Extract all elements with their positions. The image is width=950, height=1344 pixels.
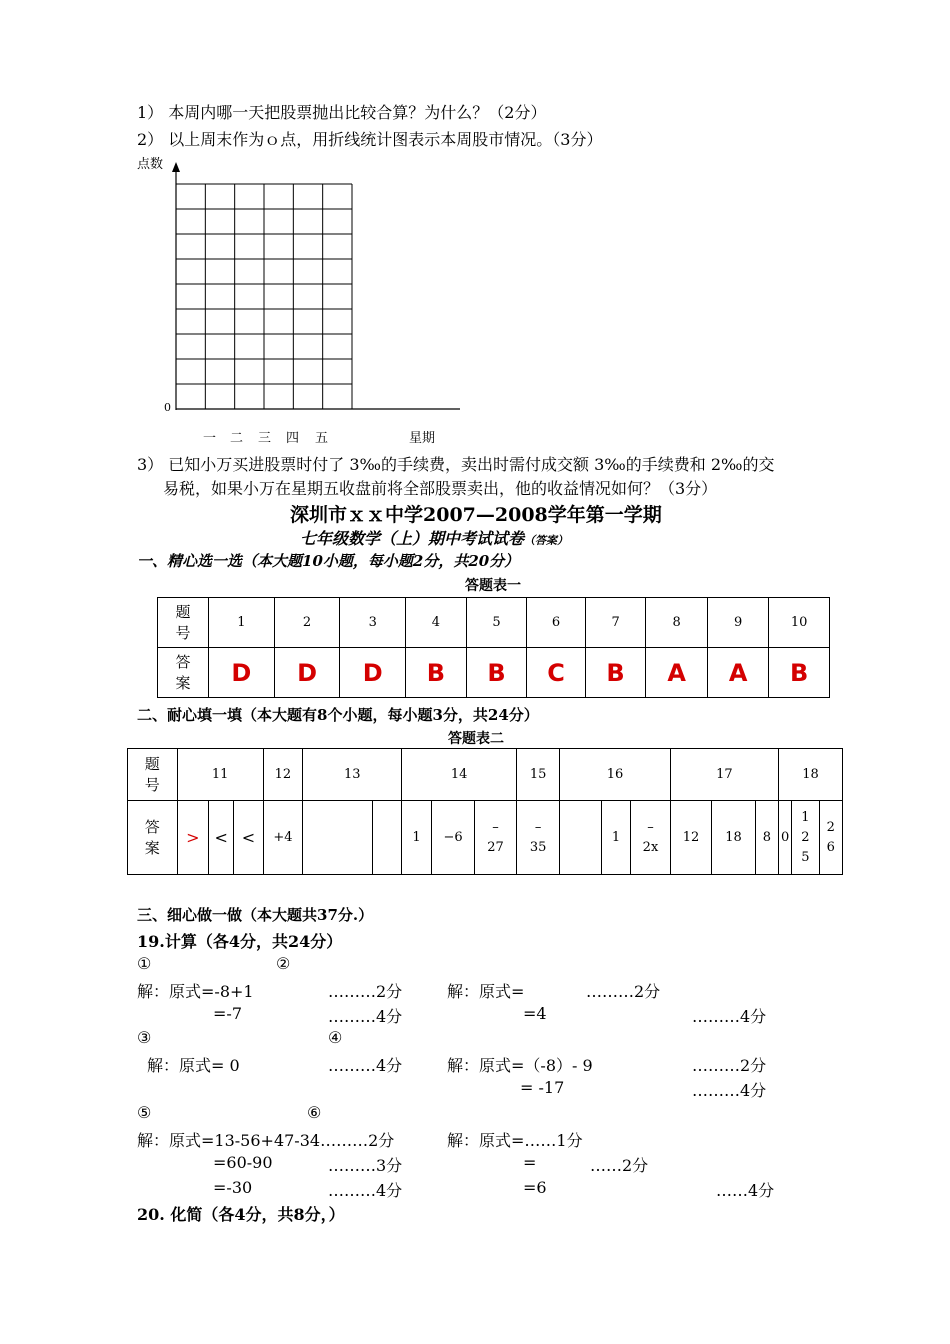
question-number: 18: [779, 749, 843, 801]
answer-cell: +4: [263, 801, 302, 875]
question-number: 17: [670, 749, 778, 801]
solution-line: 解：原式=（-8）- 9: [447, 1056, 593, 1075]
solution-line: 解：原式=……1分: [447, 1131, 583, 1150]
table-row: [158, 598, 830, 648]
section2-heading: 二、耐心填一填（本大题有8个小题，每小题3分，共24分）: [137, 706, 539, 724]
answer-table-2: [127, 748, 843, 875]
answer-cell: 1: [601, 801, 630, 875]
answer-cell: −6: [431, 801, 475, 875]
section3-heading: 三、细心做一做（本大题共37分.）: [137, 906, 374, 924]
answer-cell: B: [585, 648, 646, 698]
table-row: [128, 749, 843, 801]
question-1: 1） 本周内哪一天把股票抛出比较合算？为什么？（2分）: [137, 103, 547, 122]
y-axis-arrow-icon: [172, 162, 180, 172]
question-number: 15: [516, 749, 560, 801]
circle-number: ④: [328, 1028, 343, 1047]
circle-number: ⑤: [137, 1103, 152, 1122]
question-number: 16: [560, 749, 670, 801]
question-number: 11: [177, 749, 263, 801]
solution-line: =-30: [213, 1178, 253, 1197]
label-text: 答案: [175, 652, 191, 692]
answer-cell: B: [769, 648, 830, 698]
answer-cell: A: [646, 648, 707, 698]
answer-cell: 2 6: [819, 801, 842, 875]
question-number: 1: [209, 598, 275, 648]
chart-origin: 0: [164, 401, 171, 414]
question-3-line2: 易税，如果小万在星期五收盘前将全部股票卖出，他的收益情况如何？（3分）: [163, 479, 718, 498]
question-number: 9: [707, 598, 768, 648]
question-number: 4: [406, 598, 467, 648]
score-mark: ………2分: [586, 982, 661, 1001]
day-label: 二: [230, 431, 244, 446]
solution-line: 解：原式=: [447, 982, 525, 1001]
answer-cell: 0: [779, 801, 792, 875]
row-label: [128, 749, 178, 801]
label-text: 题号: [144, 754, 160, 794]
q19-heading: 19.计算（各4分，共24分）: [137, 932, 343, 951]
score-mark: ………4分: [328, 1181, 403, 1200]
table-row: [128, 801, 843, 875]
circle-number: ①: [137, 954, 152, 973]
answer-cell: >: [177, 801, 208, 875]
day-label: 一: [203, 431, 217, 446]
table-row: [158, 648, 830, 698]
circle-number: ③: [137, 1028, 152, 1047]
question-number: 7: [585, 598, 646, 648]
solution-line: =-7: [213, 1004, 242, 1023]
label-text: 答案: [144, 817, 160, 857]
day-label: 三: [258, 431, 272, 446]
subtitle-text: 七年级数学（上）期中考试试卷: [300, 529, 525, 548]
answer-cell-empty: [303, 801, 373, 875]
answer-cell: 8: [755, 801, 778, 875]
answer-cell: D: [209, 648, 275, 698]
question-number: 8: [646, 598, 707, 648]
answer-cell: 1: [402, 801, 431, 875]
answer-cell-empty: [373, 801, 402, 875]
solution-line: = -17: [520, 1078, 565, 1097]
answer-cell: – 2x: [631, 801, 670, 875]
answer-cell: B: [406, 648, 467, 698]
section1-heading: 一、精心选一选（本大题10小题，每小题2分，共20分）: [137, 552, 520, 570]
day-label: 四: [286, 431, 300, 446]
score-mark: ………4分: [328, 1056, 403, 1075]
question-2: 2） 以上周末作为ｏ点，用折线统计图表示本周股市情况。（3分）: [137, 130, 603, 149]
score-mark: ……4分: [716, 1181, 775, 1200]
answer-cell: 18: [712, 801, 756, 875]
solution-line: =6: [523, 1178, 547, 1197]
question-number: 5: [466, 598, 527, 648]
section2-table-caption: 答题表二: [448, 731, 504, 747]
row-label: [158, 648, 209, 698]
score-mark: ……2分: [590, 1156, 649, 1175]
solution-line: 解：原式= 0: [147, 1056, 240, 1075]
solution-line: 解：原式=-8+1: [137, 982, 254, 1001]
circle-number: ⑥: [307, 1103, 322, 1122]
score-mark: ………4分: [328, 1007, 403, 1026]
exam-title: 深圳市ｘｘ中学2007—2008学年第一学期: [290, 504, 662, 526]
question-number: 10: [769, 598, 830, 648]
score-mark: ………4分: [692, 1007, 767, 1026]
answer-cell: – 27: [475, 801, 517, 875]
question-number: 6: [527, 598, 585, 648]
score-mark: ………4分: [692, 1081, 767, 1100]
answer-cell: 12: [670, 801, 712, 875]
question-number: 12: [263, 749, 302, 801]
answer-table-1: [157, 597, 830, 698]
solution-line: 解：原式=13-56+47-34………2分: [137, 1131, 395, 1150]
answer-cell: D: [340, 648, 406, 698]
question-number: 13: [303, 749, 402, 801]
question-number: 14: [402, 749, 516, 801]
day-label: 五: [315, 431, 329, 446]
question-3-line1: 3） 已知小万买进股票时付了 3‰的手续费，卖出时需付成交额 3‰的手续费和 2‰的交: [137, 455, 775, 474]
section1-table-caption: 答题表一: [465, 578, 521, 594]
answer-cell: 1 2 5: [792, 801, 819, 875]
answer-cell: <: [209, 801, 234, 875]
question-number: 3: [340, 598, 406, 648]
solution-line: =60-90: [213, 1153, 273, 1172]
exam-subtitle: [300, 526, 568, 549]
answer-cell: B: [466, 648, 527, 698]
answer-cell-empty: [560, 801, 602, 875]
score-mark: ………3分: [328, 1156, 403, 1175]
circle-number: ②: [276, 954, 291, 973]
answer-cell: C: [527, 648, 585, 698]
solution-line: =4: [523, 1004, 547, 1023]
solution-line: =: [523, 1153, 537, 1172]
subtitle-note: （答案）: [524, 534, 569, 547]
blank-line-chart-grid: [160, 160, 470, 420]
score-mark: ………2分: [328, 982, 403, 1001]
chart-xlabel: 星期: [409, 431, 436, 446]
score-mark: ………2分: [692, 1056, 767, 1075]
label-text: 题号: [175, 602, 191, 642]
answer-cell: D: [274, 648, 340, 698]
question-number: 2: [274, 598, 340, 648]
chart-ylabel: 点数: [137, 157, 164, 172]
answer-cell: A: [707, 648, 768, 698]
row-label: [158, 598, 209, 648]
row-label: [128, 801, 178, 875]
answer-cell: <: [234, 801, 263, 875]
q20-heading: 20. 化简（各4分，共8分，）: [137, 1205, 345, 1224]
answer-cell: – 35: [516, 801, 560, 875]
